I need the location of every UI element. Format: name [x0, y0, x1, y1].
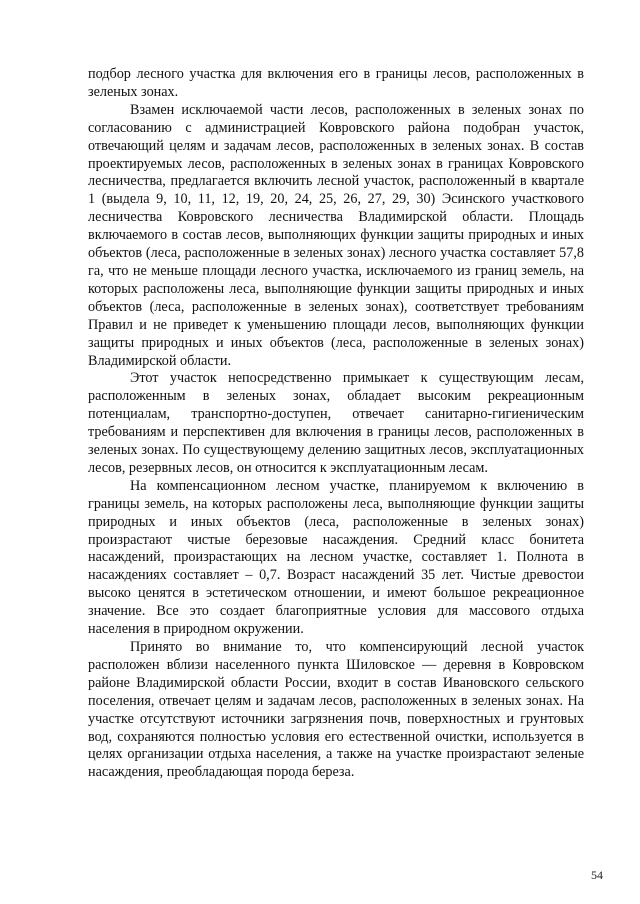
paragraph-continuation: подбор лесного участка для включения его в границы лесов, расположенных в зеленых зонах. [88, 66, 584, 100]
paragraph: На компенсационном лесном участке, планируемом к включению в границы земель, на которых расположены леса, выполняющие функции защиты природных и иных объектов (леса, расположенные в зеленых зонах) произрастают чистые березовые насаждения. Средний класс бонитета насаждений, произрастающих на лесном участке, составляет 1. Полнота в насаждениях составляет – 0,7. Возраст насаждений 35 лет. Чистые древостои высоко ценятся в эстетическом отношении, и имеют большое рекреационное значение. Все это создает благоприятные условия для массового отдыха населения в природном окружении. [88, 477, 584, 638]
page-number: 54 [591, 868, 603, 882]
paragraph: Принято во внимание то, что компенсирующий лесной участок расположен вблизи населенного пункта Шиловское — деревня в Ковровском районе Владимирской области России, входит в состав Ивановского сельского поселения, отвечает целям и задачам лесов, расположенных в зеленых зонах. На участке отсутствуют источники загрязнения почв, поверхностных и грунтовых вод, сохраняются полностью условия его естественной очистки, используется в целях организации отдыха населения, а также на участке произрастают зеленые насаждения, преобладающая порода береза. [88, 639, 584, 781]
body-text [88, 66, 584, 782]
paragraph: Взамен исключаемой части лесов, расположенных в зеленых зонах по согласованию с администрацией Ковровского района подобран участок, отвечающий целям и задачам лесов, расположенных в зеленых зонах. В состав проектируемых лесов, расположенных в зеленых зонах в границах Ковровского лесничества, предлагается включить лесной участок, расположенный в квартале 1 (выдела 9, 10, 11, 12, 19, 20, 24, 25, 26, 27, 29, 30) Эсинского участкового лесничества Ковровского лесничества Владимирской области. Площадь включаемого в состав лесов, выполняющих функции защиты природных и иных объектов (леса, расположенные в зеленых зонах) лесного участка составляет 57,8 га, что не меньше площади лесного участка, исключаемого из границ земель, на которых расположены леса, выполняющие функции защиты природных и иных объектов (леса, расположенные в зеленых зонах), соответствует требованиям Правил и не приведет к уменьшению площади лесов, выполняющих функции защиты природных и иных объектов (леса, расположенные в зеленых зонах) Владимирской области. [88, 101, 584, 369]
paragraph: Этот участок непосредственно примыкает к существующим лесам, расположенным в зеленых зонах, обладает высоким рекреационным потенциалам, транспортно-доступен, отвечает санитарно-гигиеническим требованиям и перспективен для включения в границы лесов, расположенных в зеленых зонах. По существующему делению защитных лесов, эксплуатационных лесов, резервных лесов, он относится к эксплуатационным лесам. [88, 370, 584, 476]
